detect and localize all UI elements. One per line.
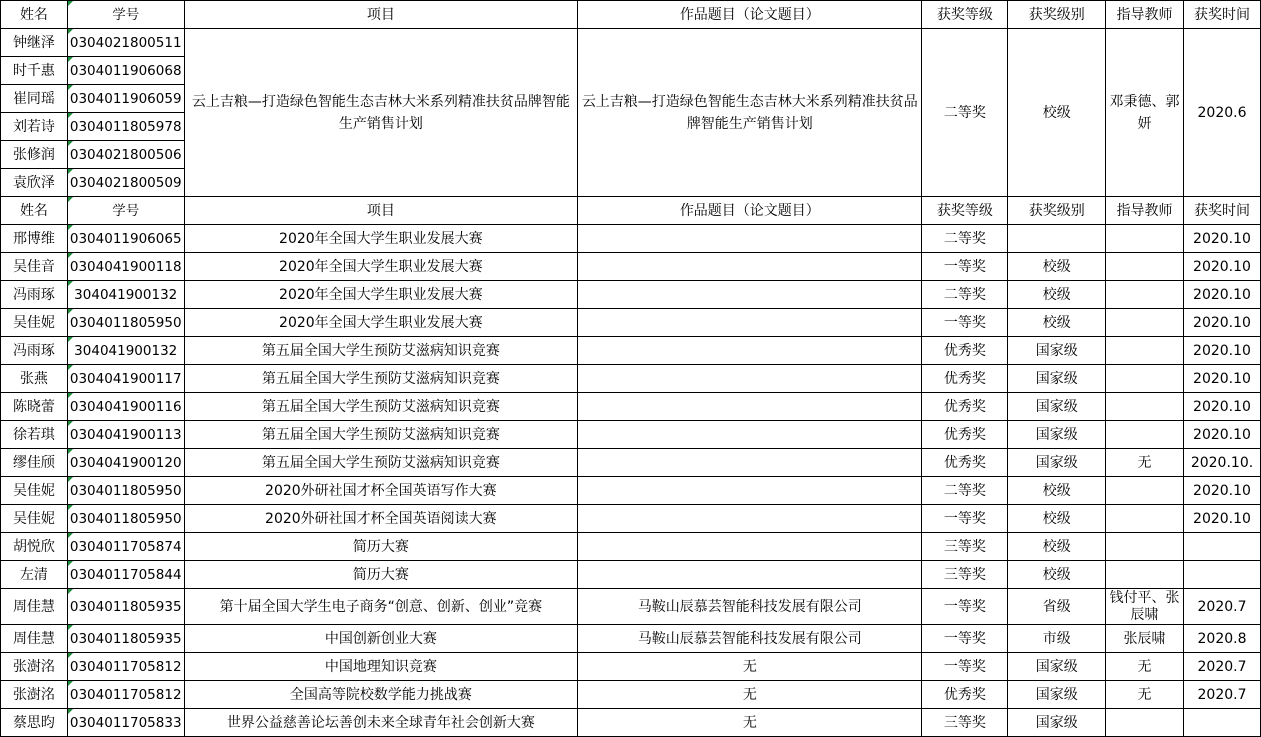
award-grade-cell[interactable]: 国家级 [1008,421,1106,449]
award-level-cell[interactable]: 二等奖 [922,281,1008,309]
project-cell[interactable]: 第五届全国大学生预防艾滋病知识竞赛 [184,365,578,393]
project-cell[interactable]: 第五届全国大学生预防艾滋病知识竞赛 [184,393,578,421]
title-cell[interactable]: 马鞍山辰慕芸智能科技发展有限公司 [578,625,922,653]
date-cell[interactable]: 2020.10 [1184,505,1261,533]
date-cell[interactable] [1184,709,1261,737]
header-date[interactable]: 获奖时间 [1184,1,1261,29]
table-row [1,253,1261,281]
student-id-cell[interactable]: 0304011805935 [67,589,184,625]
teacher-cell[interactable] [1106,561,1184,589]
name-cell[interactable]: 冯雨琢 [1,337,68,365]
table-row [1,337,1261,365]
teacher-cell[interactable] [1106,337,1184,365]
award-level-cell[interactable]: 一等奖 [922,309,1008,337]
title-cell[interactable] [578,309,922,337]
project-cell[interactable]: 简历大赛 [184,561,578,589]
teacher-cell[interactable]: 邓秉德、郭妍 [1106,29,1184,197]
award-grade-cell[interactable]: 校级 [1008,533,1106,561]
header-date[interactable]: 获奖时间 [1184,197,1261,225]
award-grade-cell[interactable]: 国家级 [1008,709,1106,737]
date-cell[interactable]: 2020.10 [1184,421,1261,449]
header-award-level[interactable]: 获奖等级 [922,1,1008,29]
project-cell[interactable]: 第五届全国大学生预防艾滋病知识竞赛 [184,421,578,449]
name-cell[interactable]: 缪佳颀 [1,449,68,477]
teacher-cell[interactable] [1106,477,1184,505]
award-grade-cell[interactable]: 国家级 [1008,365,1106,393]
student-id-cell[interactable]: 0304021800509 [67,169,184,197]
award-level-cell[interactable]: 三等奖 [922,533,1008,561]
name-cell[interactable]: 吴佳音 [1,253,68,281]
name-cell[interactable]: 冯雨琢 [1,281,68,309]
award-level-cell[interactable]: 优秀奖 [922,681,1008,709]
student-id-cell[interactable]: 0304011805978 [67,113,184,141]
table-row [1,653,1261,681]
header-award-level[interactable]: 获奖等级 [922,197,1008,225]
name-cell[interactable]: 蔡思昀 [1,709,68,737]
name-cell[interactable]: 徐若琪 [1,421,68,449]
name-cell[interactable]: 张修润 [1,141,68,169]
project-cell[interactable]: 2020年全国大学生职业发展大赛 [184,281,578,309]
award-grade-cell[interactable]: 国家级 [1008,393,1106,421]
name-cell[interactable]: 时千惠 [1,57,68,85]
name-cell[interactable]: 张燕 [1,365,68,393]
title-cell[interactable] [578,225,922,253]
teacher-cell[interactable] [1106,365,1184,393]
student-id-cell[interactable]: 0304011705812 [67,653,184,681]
award-grade-cell[interactable] [1008,225,1106,253]
name-cell[interactable]: 吴佳妮 [1,309,68,337]
header-row [1,197,1261,225]
table-row [1,681,1261,709]
student-id-cell[interactable]: 0304041900118 [67,253,184,281]
teacher-cell[interactable] [1106,421,1184,449]
award-level-cell[interactable]: 三等奖 [922,561,1008,589]
header-name[interactable]: 姓名 [1,1,68,29]
name-cell[interactable]: 刘若诗 [1,113,68,141]
student-id-cell[interactable]: 0304021800511 [67,29,184,57]
teacher-cell[interactable]: 无 [1106,681,1184,709]
title-cell[interactable]: 无 [578,653,922,681]
title-cell[interactable] [578,253,922,281]
student-id-cell[interactable]: 0304011805950 [67,505,184,533]
date-cell[interactable]: 2020.10 [1184,225,1261,253]
date-cell[interactable]: 2020.7 [1184,589,1261,625]
name-cell[interactable]: 吴佳妮 [1,477,68,505]
title-cell[interactable] [578,393,922,421]
name-cell[interactable]: 周佳慧 [1,589,68,625]
name-cell[interactable]: 张澍洺 [1,653,68,681]
name-cell[interactable]: 张澍洺 [1,681,68,709]
student-id-cell[interactable]: 0304041900120 [67,449,184,477]
project-cell[interactable]: 2020外研社国才杯全国英语阅读大赛 [184,505,578,533]
name-cell[interactable]: 袁欣泽 [1,169,68,197]
award-level-cell[interactable]: 二等奖 [922,225,1008,253]
table-row [1,449,1261,477]
header-teacher[interactable]: 指导教师 [1106,1,1184,29]
date-cell[interactable]: 2020.10 [1184,477,1261,505]
table-row [1,225,1261,253]
teacher-cell[interactable]: 无 [1106,449,1184,477]
header-student-id[interactable]: 学号 [67,1,184,29]
award-grade-cell[interactable]: 市级 [1008,625,1106,653]
project-cell[interactable]: 简历大赛 [184,533,578,561]
award-level-cell[interactable]: 优秀奖 [922,393,1008,421]
award-grade-cell[interactable]: 校级 [1008,253,1106,281]
project-cell[interactable]: 2020年全国大学生职业发展大赛 [184,225,578,253]
award-level-cell[interactable]: 一等奖 [922,589,1008,625]
table-row [1,709,1261,737]
title-cell[interactable] [578,449,922,477]
title-cell[interactable]: 马鞍山辰慕芸智能科技发展有限公司 [578,589,922,625]
teacher-cell[interactable]: 钱付平、张辰啸 [1106,589,1184,625]
date-cell[interactable]: 2020.10 [1184,309,1261,337]
table-row [1,29,1261,57]
student-id-cell[interactable]: 304041900132 [67,281,184,309]
student-id-cell[interactable]: 0304041900116 [67,393,184,421]
date-cell[interactable]: 2020.7 [1184,653,1261,681]
title-cell[interactable] [578,505,922,533]
award-level-cell[interactable]: 一等奖 [922,653,1008,681]
table-row [1,533,1261,561]
table-row [1,421,1261,449]
project-cell[interactable]: 2020外研社国才杯全国英语写作大赛 [184,477,578,505]
student-id-cell[interactable]: 0304011906065 [67,225,184,253]
header-title[interactable]: 作品题目（论文题目） [578,1,922,29]
student-id-cell[interactable]: 0304041900113 [67,421,184,449]
project-cell[interactable]: 全国高等院校数学能力挑战赛 [184,681,578,709]
award-grade-cell[interactable]: 校级 [1008,477,1106,505]
award-level-cell[interactable]: 二等奖 [922,477,1008,505]
student-id-cell[interactable]: 0304011705874 [67,533,184,561]
date-cell[interactable] [1184,561,1261,589]
award-level-cell[interactable]: 三等奖 [922,709,1008,737]
teacher-cell[interactable] [1106,505,1184,533]
header-project[interactable]: 项目 [184,1,578,29]
award-level-cell[interactable]: 一等奖 [922,625,1008,653]
date-cell[interactable]: 2020.6 [1184,29,1261,197]
student-id-cell[interactable]: 0304011805950 [67,477,184,505]
student-id-cell[interactable]: 0304011805935 [67,625,184,653]
date-cell[interactable]: 2020.10 [1184,281,1261,309]
title-cell[interactable]: 无 [578,709,922,737]
table-row [1,365,1261,393]
teacher-cell[interactable]: 无 [1106,653,1184,681]
student-id-cell[interactable]: 0304011705844 [67,561,184,589]
title-cell[interactable] [578,477,922,505]
name-cell[interactable]: 邢博维 [1,225,68,253]
award-grade-cell[interactable]: 国家级 [1008,449,1106,477]
award-level-cell[interactable]: 优秀奖 [922,337,1008,365]
header-award-grade[interactable]: 获奖级别 [1008,197,1106,225]
student-id-cell[interactable]: 0304021800506 [67,141,184,169]
date-cell[interactable]: 2020.10 [1184,365,1261,393]
name-cell[interactable]: 钟继泽 [1,29,68,57]
header-name[interactable]: 姓名 [1,197,68,225]
date-cell[interactable]: 2020.10. [1184,449,1261,477]
award-level-cell[interactable]: 优秀奖 [922,365,1008,393]
student-id-cell[interactable]: 0304011805950 [67,309,184,337]
table-row [1,309,1261,337]
header-project[interactable]: 项目 [184,197,578,225]
award-level-cell[interactable]: 一等奖 [922,253,1008,281]
table-row [1,393,1261,421]
project-cell[interactable]: 第十届全国大学生电子商务“创意、创新、创业”竞赛 [184,589,578,625]
award-level-cell[interactable]: 优秀奖 [922,449,1008,477]
table-row [1,477,1261,505]
date-cell[interactable]: 2020.10 [1184,393,1261,421]
student-id-cell[interactable]: 0304011906068 [67,57,184,85]
table-row [1,625,1261,653]
date-cell[interactable]: 2020.7 [1184,681,1261,709]
teacher-cell[interactable] [1106,533,1184,561]
date-cell[interactable]: 2020.10 [1184,337,1261,365]
award-grade-cell[interactable]: 校级 [1008,29,1106,197]
award-level-cell[interactable]: 一等奖 [922,505,1008,533]
award-grade-cell[interactable]: 校级 [1008,309,1106,337]
name-cell[interactable]: 吴佳妮 [1,505,68,533]
title-cell[interactable] [578,561,922,589]
award-grade-cell[interactable]: 国家级 [1008,337,1106,365]
award-grade-cell[interactable]: 校级 [1008,505,1106,533]
project-cell[interactable]: 第五届全国大学生预防艾滋病知识竞赛 [184,449,578,477]
teacher-cell[interactable] [1106,225,1184,253]
student-id-cell[interactable]: 304041900132 [67,337,184,365]
header-teacher[interactable]: 指导教师 [1106,197,1184,225]
teacher-cell[interactable] [1106,253,1184,281]
name-cell[interactable]: 周佳慧 [1,625,68,653]
header-award-grade[interactable]: 获奖级别 [1008,1,1106,29]
date-cell[interactable]: 2020.8 [1184,625,1261,653]
teacher-cell[interactable] [1106,393,1184,421]
header-student-id[interactable]: 学号 [67,197,184,225]
student-id-cell[interactable]: 0304041900117 [67,365,184,393]
award-grade-cell[interactable]: 校级 [1008,561,1106,589]
project-cell[interactable]: 2020年全国大学生职业发展大赛 [184,309,578,337]
project-cell[interactable]: 中国地理知识竞赛 [184,653,578,681]
title-cell[interactable] [578,533,922,561]
table-row [1,281,1261,309]
student-id-cell[interactable]: 0304011705812 [67,681,184,709]
award-grade-cell[interactable]: 国家级 [1008,653,1106,681]
title-cell[interactable] [578,337,922,365]
date-cell[interactable]: 2020.10 [1184,253,1261,281]
title-cell[interactable] [578,421,922,449]
project-cell[interactable]: 世界公益慈善论坛善创未来全球青年社会创新大赛 [184,709,578,737]
teacher-cell[interactable]: 张辰啸 [1106,625,1184,653]
table-row [1,505,1261,533]
award-grade-cell[interactable]: 校级 [1008,281,1106,309]
name-cell[interactable]: 陈晓蕾 [1,393,68,421]
student-id-cell[interactable]: 0304011906059 [67,85,184,113]
name-cell[interactable]: 胡悦欣 [1,533,68,561]
project-cell[interactable]: 中国创新创业大赛 [184,625,578,653]
title-cell[interactable] [578,281,922,309]
project-cell[interactable]: 第五届全国大学生预防艾滋病知识竞赛 [184,337,578,365]
teacher-cell[interactable] [1106,309,1184,337]
name-cell[interactable]: 崔同瑶 [1,85,68,113]
teacher-cell[interactable] [1106,709,1184,737]
project-cell[interactable]: 2020年全国大学生职业发展大赛 [184,253,578,281]
teacher-cell[interactable] [1106,281,1184,309]
award-level-cell[interactable]: 优秀奖 [922,421,1008,449]
table-row [1,561,1261,589]
award-level-cell[interactable]: 二等奖 [922,29,1008,197]
title-cell[interactable]: 云上吉粮—打造绿色智能生态吉林大米系列精准扶贫品牌智能生产销售计划 [578,29,922,197]
header-row [1,1,1261,29]
award-grade-cell[interactable]: 省级 [1008,589,1106,625]
header-title[interactable]: 作品题目（论文题目） [578,197,922,225]
title-cell[interactable] [578,365,922,393]
title-cell[interactable]: 无 [578,681,922,709]
table-row [1,589,1261,625]
name-cell[interactable]: 左清 [1,561,68,589]
student-id-cell[interactable]: 0304011705833 [67,709,184,737]
project-cell[interactable]: 云上吉粮—打造绿色智能生态吉林大米系列精准扶贫品牌智能生产销售计划 [184,29,578,197]
date-cell[interactable] [1184,533,1261,561]
award-grade-cell[interactable]: 国家级 [1008,681,1106,709]
